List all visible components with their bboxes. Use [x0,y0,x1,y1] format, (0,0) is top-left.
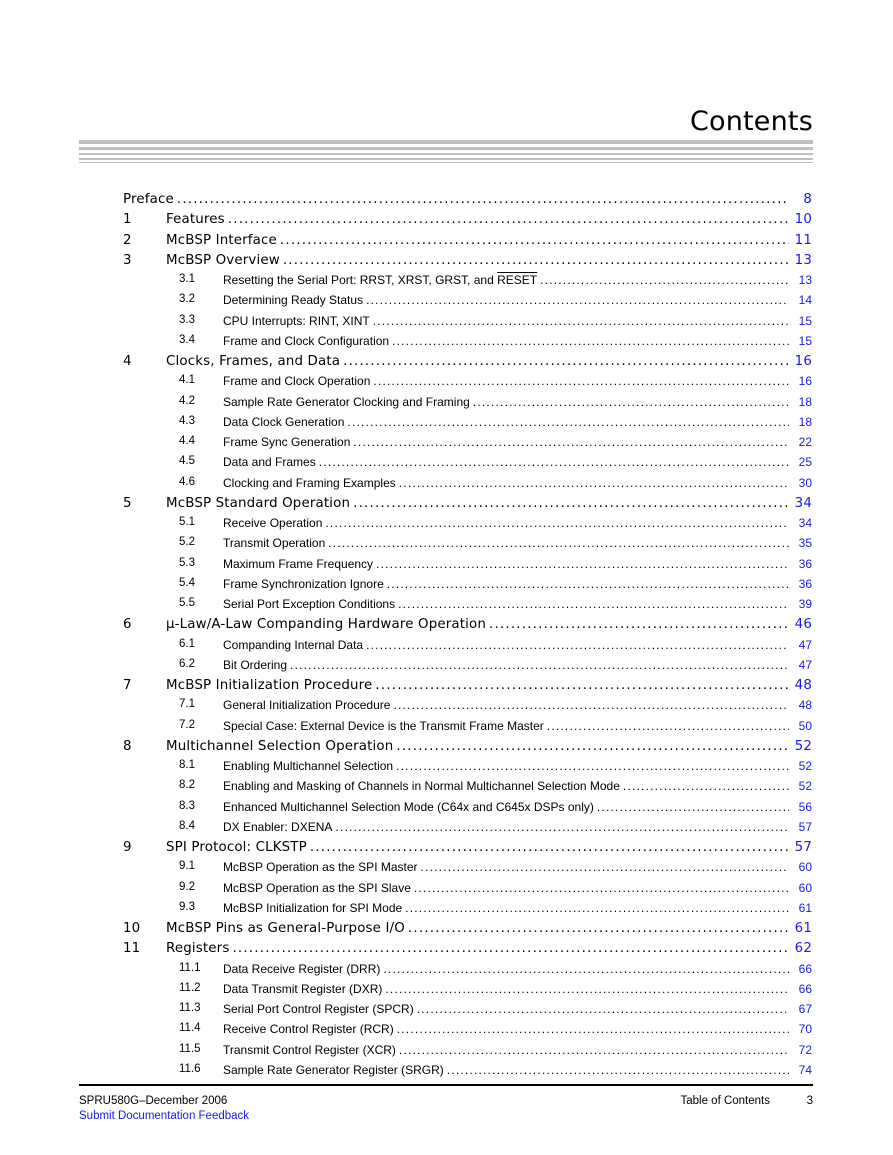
dot-leader [392,334,789,348]
toc-page-link[interactable]: 66 [798,961,812,976]
toc-entry-number: 8.2 [179,779,195,792]
page-title: Contents [689,106,813,137]
toc-page-link[interactable]: 50 [798,718,812,733]
dot-leader [393,698,789,712]
toc-entry-number: 5.5 [179,597,195,609]
dot-leader [310,840,789,855]
toc-page-link[interactable]: 14 [798,293,812,308]
toc-entry-title[interactable] [223,982,385,996]
dot-leader [408,921,789,936]
toc-entry-title-text: Sample Rate Generator Clocking and Framing [223,394,470,409]
toc-entry-number: 5.1 [179,516,195,528]
toc-entry-number: 4.3 [179,414,195,427]
toc-entry-title[interactable] [166,678,375,693]
toc-page-link[interactable]: 52 [798,779,812,794]
dot-leader [366,293,789,307]
toc-entry-number: 11.4 [179,1022,201,1035]
toc-page-link[interactable]: 35 [798,536,812,551]
toc-entry-title[interactable] [223,719,547,733]
dot-leader [417,1002,789,1016]
toc-entry-title[interactable] [223,1063,447,1077]
toc-page-link[interactable]: 16 [794,354,812,369]
toc-entry-number: 3.2 [179,293,195,306]
toc-entry-title-text: Multichannel Selection Operation [166,738,394,754]
toc-entry-title-leader [223,435,789,449]
toc-entry-title[interactable] [223,516,325,530]
toc-entry-title[interactable] [223,455,319,469]
toc-entry-title[interactable] [166,233,280,248]
dot-leader [396,759,789,773]
toc-entry-number: 2 [123,232,132,248]
toc-entry-title[interactable] [223,800,597,814]
dot-leader [383,962,789,976]
dot-leader [399,1043,789,1057]
toc-entry-title[interactable] [223,334,392,348]
toc-entry-number: 7.1 [179,698,195,711]
toc-entry-title-leader [166,233,789,248]
toc-entry-title-text: Receive Operation [223,516,323,530]
toc-entry-title-text: Maximum Frame Frequency [223,556,374,571]
toc-entry-title[interactable] [223,638,366,652]
toc-entry-title-text: McBSP Initialization for SPI Mode [223,900,403,915]
submit-feedback-link[interactable]: Submit Documentation Feedback [79,1110,250,1122]
toc-entry-title[interactable] [223,577,387,591]
toc-page-link[interactable]: 16 [798,374,812,389]
toc-entry-title-text: Frame and Clock Operation [223,374,371,389]
dot-leader [373,314,789,328]
toc-entry-title-leader [223,1022,789,1036]
dot-leader [540,273,789,287]
toc-entry-title-text: SPI Protocol: CLKSTP [166,840,307,855]
toc-entry-number: 11.1 [179,961,201,974]
toc-entry-title-text: McBSP Operation as the SPI Slave [223,880,411,895]
toc-entry-title-text: Clocking and Framing Examples [223,475,396,490]
toc-entry-title-text: Transmit Operation [223,536,326,551]
toc-entry-title-text: μ-Law/A-Law Companding Hardware Operation [166,617,486,633]
toc-page-link[interactable]: 22 [798,435,812,449]
toc-page-link[interactable]: 34 [798,516,812,530]
toc-entry-title-text: McBSP Interface [166,232,277,248]
toc-entry-title[interactable] [166,617,489,632]
toc-entry-title-leader [223,881,789,895]
dot-leader [347,415,789,429]
dot-leader [489,617,789,632]
toc-page-link[interactable]: 15 [798,313,812,328]
toc-entry-title-leader [223,1002,789,1016]
toc-page-link[interactable]: 47 [798,657,812,672]
toc-page-link[interactable]: 13 [794,252,812,268]
dot-leader [328,536,789,550]
toc-entry-title-text: Resetting the Serial Port: RRST, XRST, GRST, and [223,273,498,287]
toc-page-link[interactable]: 66 [798,981,812,996]
dot-leader [353,496,789,511]
toc-entry-title[interactable] [166,496,353,511]
toc-entry-title[interactable] [223,1043,399,1057]
toc-page-link[interactable]: 11 [794,232,812,248]
toc-entry-title[interactable] [166,921,408,936]
toc-entry-title[interactable] [223,881,414,895]
toc-entry-title-text: Data Receive Register (DRR) [223,961,381,976]
toc-page-link[interactable]: 8 [803,192,812,207]
toc-entry-title-leader [223,779,789,793]
toc-entry-title-leader [223,860,789,874]
toc-entry-title-leader [223,962,789,976]
toc-entry-title-text: Frame Synchronization Ignore [223,576,384,591]
dot-leader [414,881,789,895]
toc-entry-title-text: McBSP Pins as General-Purpose I/O [166,921,405,936]
toc-entry-title[interactable] [223,860,421,874]
toc-entry-number: 7 [123,678,132,693]
toc-entry-title-leader [166,212,789,227]
toc-entry-title-leader [223,395,789,409]
toc-entry-title-leader [223,516,789,530]
toc-entry-number: 9.2 [179,880,195,893]
dot-leader [421,860,789,874]
toc-page-link[interactable]: 47 [798,637,812,652]
dot-leader [623,779,789,793]
toc-entry-title-leader [166,253,789,268]
toc-entry-title-text: Determining Ready Status [223,293,364,308]
toc-entry-title-text: Sample Rate Generator Register (SRGR) [223,1062,444,1077]
toc-entry-title[interactable] [223,435,353,449]
toc-entry-title-text: Special Case: External Device is the Transmit Frame Master [223,718,544,733]
toc-entry-title-leader [166,921,789,936]
toc-entry-title-leader [223,719,789,733]
toc-entry-title-text: McBSP Overview [166,252,280,268]
toc-page-link[interactable]: 57 [798,819,812,834]
toc-entry-number: 5.2 [179,536,195,549]
toc-entry-title-leader [223,476,789,490]
toc-entry-title-text: Data and Frames [223,455,316,470]
toc-page-link[interactable]: 74 [798,1062,812,1077]
toc-entry-number: 9 [123,840,132,855]
toc-entry-title-text: Enabling Multichannel Selection [223,759,394,773]
toc-entry-title-text: Serial Port Control Register (SPCR) [223,1002,414,1016]
toc-entry-number: 3.3 [179,313,195,326]
toc-entry-title[interactable] [166,212,228,227]
toc-entry-title[interactable] [223,779,623,793]
toc-entry-title-leader [223,415,789,429]
toc-entry-number: 8 [123,738,132,754]
toc-entry-title-text: General Initialization Procedure [223,698,391,713]
toc-entry-title-text: McBSP Standard Operation [166,495,351,511]
toc-page-link[interactable]: 70 [798,1022,812,1037]
toc-entry-title-text: Preface [123,192,174,207]
toc-entry-number: 11 [123,941,141,957]
toc-entry-number: 11.5 [179,1042,201,1055]
toc-entry-title[interactable] [223,820,335,834]
toc-page-link[interactable]: 46 [794,617,812,633]
dot-leader [325,516,789,530]
toc-entry-number: 6 [123,617,132,633]
toc-entry-title-leader [223,698,789,712]
toc-entry-number: 4.2 [179,394,195,407]
toc-entry-number: 4.4 [179,435,195,447]
toc-entry-title[interactable] [166,941,232,956]
toc-entry-title-text: Enhanced Multichannel Selection Mode (C64x and C645x DSPs only) [223,799,594,814]
toc-entry-title-text: DX Enabler: DXENA [223,819,333,834]
toc-entry-number: 5.4 [179,576,195,589]
toc-entry-title-leader [166,840,789,855]
toc-page-link[interactable]: 60 [798,860,812,875]
toc-page-link[interactable]: 39 [798,597,812,611]
dot-leader [376,557,789,571]
toc-entry-title[interactable] [223,476,399,490]
toc-entry-title-leader [166,739,789,754]
toc-entry-title-text: Bit Ordering [223,657,288,672]
toc-entry-title[interactable] [223,597,398,611]
toc-entry-title-leader [223,638,789,652]
toc-page-link[interactable]: 61 [794,921,812,936]
toc-entry-title-leader [223,557,789,571]
toc-page-link[interactable]: 18 [798,394,812,409]
toc-page-link[interactable]: 15 [798,333,812,348]
toc-entry-title-leader [166,617,789,632]
toc-entry-title-text: Receive Control Register (RCR) [223,1022,394,1037]
toc-page-link[interactable]: 48 [794,678,812,693]
toc-entry-title[interactable] [223,698,393,712]
toc-entry-number: 1 [123,212,132,228]
dot-leader [398,597,789,611]
dot-leader [399,476,789,490]
toc-entry-number: 8.3 [179,799,195,812]
toc-entry-title-leader [223,1043,789,1057]
toc-entry-title[interactable] [166,253,283,268]
toc-entry-title-leader [223,597,789,611]
toc-entry-title-leader [223,334,789,348]
toc-entry-title-leader [223,759,789,773]
toc-entry-title[interactable] [223,962,383,976]
toc-entry-title[interactable] [166,840,310,855]
toc-entry-title-text: CPU Interrupts: RINT, XINT [223,313,370,328]
toc-entry-title[interactable] [223,273,540,287]
dot-leader [283,253,789,268]
toc-page-link[interactable]: 60 [798,880,812,895]
dot-leader [375,678,789,693]
toc-entry-number: 11.6 [179,1062,201,1075]
toc-page-link[interactable]: 48 [798,698,812,713]
toc-entry-title[interactable] [223,901,405,915]
document-id: SPRU580G–December 2006 [79,1095,228,1107]
toc-entry-title-leader [223,658,789,672]
toc-page-link[interactable]: 36 [798,556,812,571]
toc-entry-number: 8.4 [179,819,195,832]
toc-entry-number: 8.1 [179,759,195,771]
toc-entry-title-text: Transmit Control Register (XCR) [223,1042,396,1057]
toc-page-link[interactable]: 34 [794,495,812,511]
toc-entry-title-leader [223,374,789,388]
toc-page-link[interactable]: 25 [798,455,812,470]
dot-leader [290,658,789,672]
toc-entry-title-leader [223,901,789,915]
toc-entry-number: 4.6 [179,475,195,488]
toc-entry-title-text: Data Clock Generation [223,414,345,429]
toc-entry-title-leader [223,982,789,996]
toc-entry-number: 3 [123,252,132,268]
dot-leader [397,1022,789,1036]
toc-entry-title[interactable] [223,293,366,307]
dot-leader [385,982,789,996]
toc-entry-number: 5 [123,495,132,511]
footer-page-number: 3 [806,1095,813,1107]
toc-page-link[interactable]: 36 [798,576,812,591]
toc-entry-title-text: Frame and Clock Configuration [223,333,390,348]
toc-entry-title[interactable] [223,759,396,773]
toc-page-link[interactable]: 62 [794,941,812,957]
toc-entry-title-leader [223,820,789,834]
footer-rule [79,1084,813,1086]
dot-leader [473,395,789,409]
toc-page-link[interactable]: 10 [794,212,812,228]
toc-entry-title-leader [223,577,789,591]
toc-entry-title-leader [223,314,789,328]
dot-leader [373,374,789,388]
toc-page-link[interactable]: 56 [798,799,812,814]
toc-entry-title[interactable] [166,739,396,754]
toc-entry-title-leader [223,536,789,550]
dot-leader [228,212,789,227]
dot-leader [396,739,789,754]
toc-entry-title-leader [166,496,789,511]
toc-entry-title[interactable] [223,415,347,429]
toc-page-link[interactable]: 13 [798,273,812,287]
toc-entry-title-text: Frame Sync Generation [223,435,351,449]
dot-leader [387,577,789,591]
dot-leader [177,192,789,207]
toc-page-link[interactable]: 52 [794,738,812,754]
toc-entry-number: 3.4 [179,333,195,346]
toc-entry-title-leader [166,678,789,693]
toc-entry-title[interactable] [223,557,376,571]
toc-entry-title[interactable] [123,192,177,207]
toc-entry-number: 10 [123,921,141,936]
toc-entry-title[interactable] [223,314,373,328]
toc-page-link[interactable]: 61 [798,900,812,915]
toc-entry-title-text: Features [166,212,225,228]
footer-section-label: Table of Contents [680,1095,770,1107]
toc-page-link[interactable]: 30 [798,475,812,490]
toc-entry-number: 5.3 [179,556,195,569]
toc-entry-title-text: Enabling and Masking of Channels in Normal Multichannel Selection Mode [223,779,620,794]
toc-entry-title-overline-text: RESET [497,273,538,287]
toc-entry-title-leader [223,293,789,307]
toc-entry-title-leader [223,273,789,287]
toc-entry-title[interactable] [223,1022,397,1036]
toc-entry-number: 9.1 [179,860,195,873]
header-rules [79,140,813,166]
dot-leader [366,638,789,652]
toc-entry-title-leader [166,941,789,956]
toc-entry-title-leader [223,800,789,814]
toc-page-link[interactable]: 72 [798,1042,812,1057]
toc-entry-title-leader [166,354,789,369]
toc-entry-number: 7.2 [179,718,195,731]
toc-entry-title-text: McBSP Operation as the SPI Master [223,860,418,875]
toc-entry-title-text: Companding Internal Data [223,637,364,652]
dot-leader [353,435,789,449]
toc-entry-number: 11.2 [179,981,201,994]
toc-entry-title[interactable] [223,374,373,388]
toc-page-link[interactable]: 18 [798,414,812,429]
toc-entry-title[interactable] [223,536,328,550]
toc-entry-title-leader [123,192,789,207]
toc-page-link[interactable]: 52 [798,759,812,773]
dot-leader [547,719,789,733]
dot-leader [232,941,789,956]
toc-entry-title-text: Registers [166,941,230,957]
toc-entry-number: 6.2 [179,657,195,670]
toc-page-link[interactable]: 67 [798,1002,812,1016]
toc-entry-number: 4 [123,354,132,369]
toc-entry-title-leader [223,1063,789,1077]
toc-entry-title-leader [223,455,789,469]
toc-entry-title[interactable] [223,395,473,409]
toc-entry-title-text: Serial Port Exception Conditions [223,597,396,611]
dot-leader [280,233,789,248]
toc-entry-title-text: McBSP Initialization Procedure [166,678,373,693]
toc-entry-title[interactable] [223,1002,417,1016]
toc-entry-title[interactable] [223,658,290,672]
dot-leader [335,820,789,834]
dot-leader [343,354,789,369]
dot-leader [319,455,789,469]
toc-entry-number: 4.1 [179,374,195,387]
toc-entry-title-text: Clocks, Frames, and Data [166,354,341,369]
toc-entry-number: 9.3 [179,900,195,913]
dot-leader [597,800,789,814]
toc-entry-number: 11.3 [179,1002,201,1014]
toc-entry-number: 6.1 [179,637,195,650]
toc-entry-title[interactable] [166,354,343,369]
toc-entry-number: 3.1 [179,273,195,285]
toc-entry-title-text: Data Transmit Register (DXR) [223,981,383,996]
toc-entry-number: 4.5 [179,455,195,468]
toc-page-link[interactable]: 57 [794,840,812,855]
dot-leader [405,901,789,915]
dot-leader [447,1063,789,1077]
